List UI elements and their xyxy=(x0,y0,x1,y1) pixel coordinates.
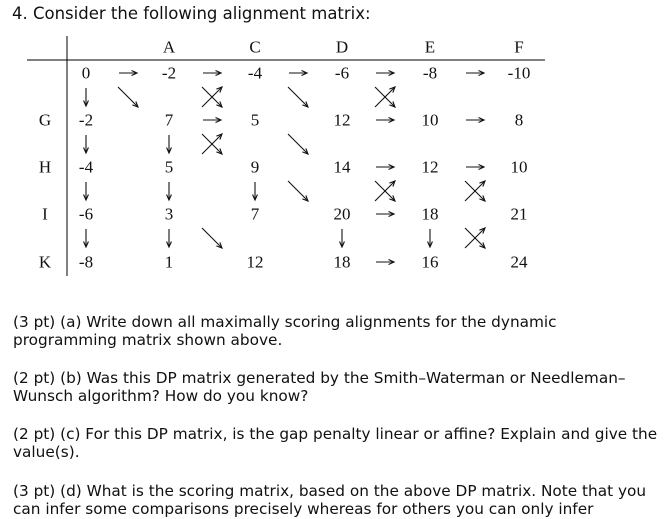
matrix-cell: -6 xyxy=(78,204,94,224)
down-arrow xyxy=(167,229,172,247)
matrix-cell: -2 xyxy=(161,63,177,83)
column-header: A xyxy=(162,37,176,57)
row-header: H xyxy=(38,157,52,177)
right-arrow xyxy=(203,118,221,123)
question-heading: 4. Consider the following alignment matrix: xyxy=(12,4,371,23)
right-arrow xyxy=(466,71,484,76)
down-arrow xyxy=(428,229,433,247)
matrix-cell: -4 xyxy=(78,157,94,177)
matrix-cell: 9 xyxy=(250,157,260,177)
matrix-cell: -8 xyxy=(422,63,438,83)
matrix-cell: 3 xyxy=(164,204,174,224)
matrix-cell: 10 xyxy=(421,110,439,130)
matrix-cell: 7 xyxy=(250,204,260,224)
matrix-cell: -2 xyxy=(78,110,94,130)
diagonal-arrow xyxy=(288,87,308,107)
right-arrow xyxy=(289,71,307,76)
matrix-cell: 16 xyxy=(421,252,439,272)
matrix-cell: 24 xyxy=(510,252,528,272)
down-arrow xyxy=(84,229,89,247)
down-arrow xyxy=(84,135,89,153)
right-arrow xyxy=(119,71,137,76)
right-arrow xyxy=(466,165,484,170)
right-arrow xyxy=(466,118,484,123)
row-header: I xyxy=(42,204,48,224)
matrix-cell: 7 xyxy=(164,110,174,130)
diagonal-arrow xyxy=(202,228,222,248)
matrix-cell: 12 xyxy=(333,110,351,130)
down-arrow xyxy=(84,88,89,106)
matrix-cell: 20 xyxy=(333,204,351,224)
matrix-cell: -6 xyxy=(334,63,350,83)
down-arrow xyxy=(84,182,89,200)
question-c: (2 pt) (c) For this DP matrix, is the gap penalty linear or affine? Explain and give the value(s). xyxy=(13,425,658,462)
column-header: F xyxy=(514,37,524,57)
matrix-cell: 18 xyxy=(421,204,439,224)
matrix-cell: 10 xyxy=(510,157,528,177)
column-header: C xyxy=(249,37,261,57)
matrix-cell: -10 xyxy=(507,63,531,83)
matrix-cell: 14 xyxy=(333,157,351,177)
question-a: (3 pt) (a) Write down all maximally scoring alignments for the dynamic programming matrix shown above. xyxy=(13,313,557,350)
right-arrow xyxy=(376,165,394,170)
question-d: (3 pt) (d) What is the scoring matrix, based on the above DP matrix. Note that you can infer some comparisons precisely whereas for others you can only infer xyxy=(13,482,647,519)
matrix-cell: 5 xyxy=(164,157,174,177)
matrix-cell: 21 xyxy=(510,204,528,224)
row-header: K xyxy=(38,252,52,272)
down-arrow xyxy=(167,182,172,200)
question-b: (2 pt) (b) Was this DP matrix generated by the Smith–Waterman or Needleman–Wunsch algorithm? How do you know? xyxy=(13,369,626,406)
matrix-cell: 12 xyxy=(421,157,439,177)
down-arrow xyxy=(253,182,258,200)
down-arrow xyxy=(340,229,345,247)
right-arrow xyxy=(376,260,394,265)
column-header: D xyxy=(335,37,349,57)
matrix-cell: 8 xyxy=(514,110,524,130)
right-arrow xyxy=(376,212,394,217)
matrix-cell: 18 xyxy=(333,252,351,272)
right-arrow xyxy=(376,118,394,123)
right-arrow xyxy=(203,71,221,76)
matrix-cell: -8 xyxy=(78,252,94,272)
diagonal-arrow xyxy=(288,181,308,201)
down-arrow xyxy=(167,135,172,153)
diagonal-arrow xyxy=(288,134,308,154)
diagonal-arrow xyxy=(118,87,138,107)
matrix-cell: 0 xyxy=(81,63,91,83)
right-arrow xyxy=(376,71,394,76)
row-header: G xyxy=(38,110,52,130)
matrix-cell: 5 xyxy=(250,110,260,130)
matrix-cell: 12 xyxy=(246,252,264,272)
matrix-cell: -4 xyxy=(247,63,263,83)
column-header: E xyxy=(424,37,436,57)
matrix-cell: 1 xyxy=(164,252,174,272)
